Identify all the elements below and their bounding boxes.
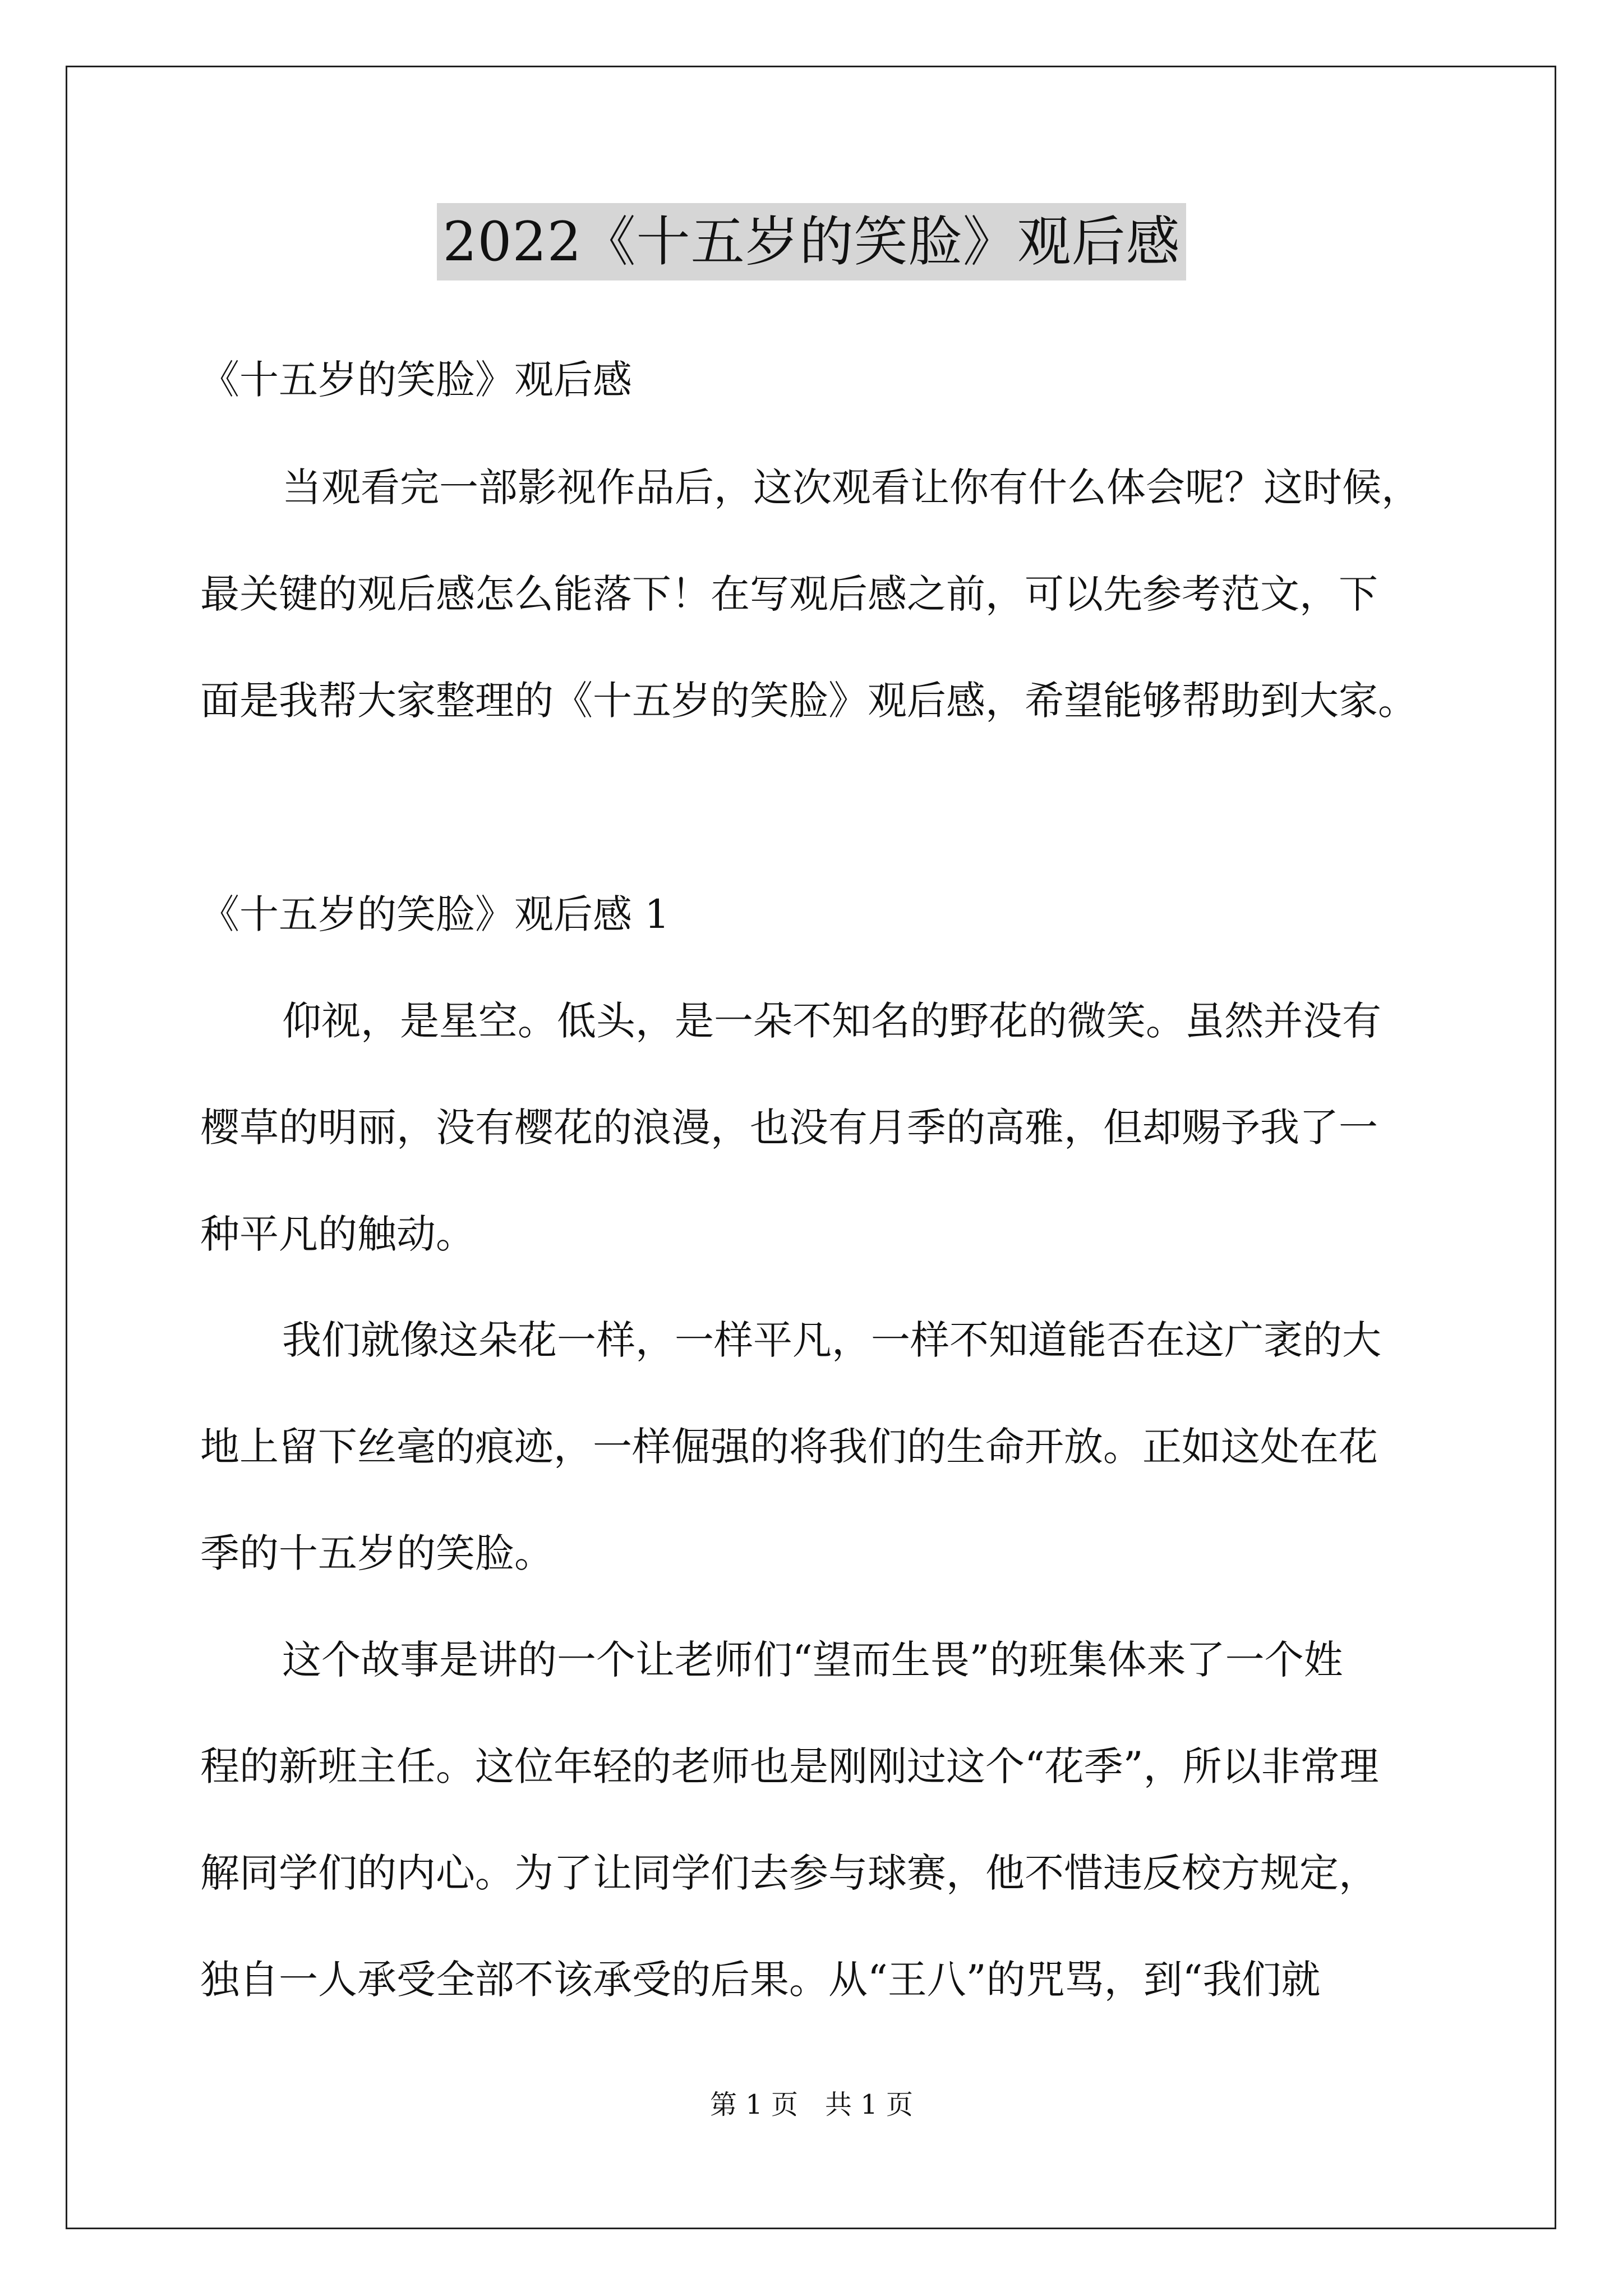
document-title: 2022《十五岁的笑脸》观后感 (437, 203, 1186, 280)
title-container (0, 203, 1623, 280)
page-footer: 第 1 页 共 1 页 (709, 2089, 914, 2120)
intro-line: 最关键的观后感怎么能落下！在写观后感之前，可以先参考范文，下 (200, 571, 1378, 617)
intro-line: 面是我帮大家整理的《十五岁的笑脸》观后感，希望能够帮助到大家。 (200, 678, 1417, 724)
paragraph-line: 这个故事是讲的一个让老师们“望而生畏”的班集体来了一个姓 (282, 1637, 1343, 1683)
paragraph-line: 我们就像这朵花一样，一样平凡，一样不知道能否在这广袤的大 (282, 1317, 1381, 1363)
paragraph-line: 樱草的明丽，没有樱花的浪漫，也没有月季的高雅，但却赐予我了一 (200, 1105, 1378, 1151)
paragraph-line: 种平凡的触动。 (200, 1211, 475, 1257)
document-subtitle: 《十五岁的笑脸》观后感 (200, 357, 632, 403)
paragraph-line: 地上留下丝毫的痕迹，一样倔强的将我们的生命开放。正如这处在花 (200, 1424, 1378, 1470)
paragraph-line: 季的十五岁的笑脸。 (200, 1530, 554, 1576)
paragraph-line: 程的新班主任。这位年轻的老师也是刚刚过这个“花季”，所以非常理 (200, 1743, 1379, 1789)
intro-line: 当观看完一部影视作品后，这次观看让你有什么体会呢？这时候， (282, 464, 1421, 510)
paragraph-line: 解同学们的内心。为了让同学们去参与球赛，他不惜违反校方规定， (200, 1850, 1378, 1896)
paragraph-line: 独自一人承受全部不该承受的后果。从“王八”的咒骂，到“我们就 (200, 1957, 1321, 2003)
section-heading: 《十五岁的笑脸》观后感 1 (200, 891, 670, 937)
paragraph-line: 仰视，是星空。低头，是一朵不知名的野花的微笑。虽然并没有 (282, 998, 1381, 1044)
